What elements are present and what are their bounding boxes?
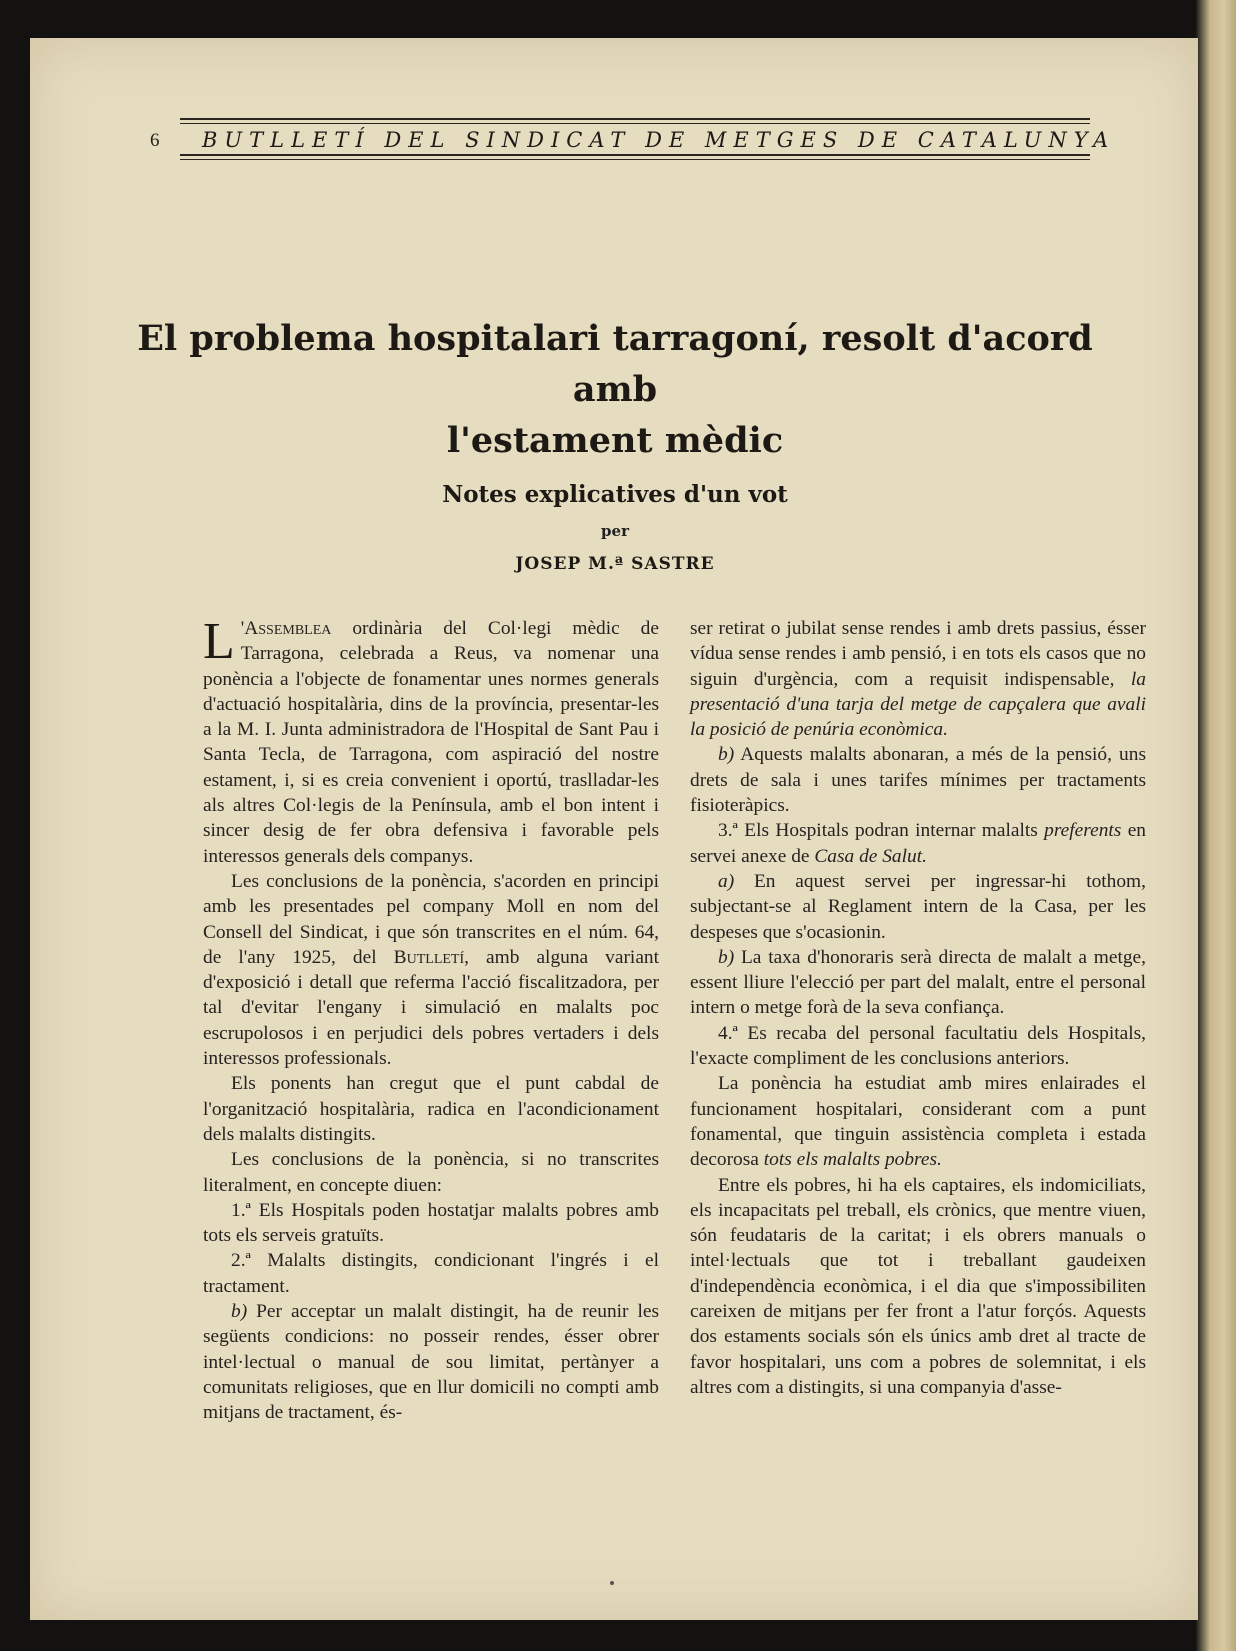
paragraph-text: en servei anexe de — [690, 820, 1146, 867]
paragraph-text: La taxa d'honoraris serà directa de malalt a metge, essent lliure l'elecció per part del malalt, entre el personal intern o metge forà de la seva confiança. — [690, 946, 1146, 1019]
paragraph-text: Per acceptar un malalt distingit, ha de reunir les següents condicions: no posseir rendes, ésser obrer intel·lectual o manual de sou limitat, pertànyer a comunitats religioses, que en llur domicili no compti amb mitjans de tractament, és- — [203, 1301, 659, 1424]
byline-per: per — [601, 522, 629, 540]
article-title-line2: l'estament mèdic — [446, 420, 784, 461]
paragraph-text: ordinària del Col·legi mèdic de Tarragona, celebrada a Reus, va nomenar una ponència a l'objecte de fonamentar unes normes generals d'actuació hospitalària, dins de la província, presentar-les a la M. I. Junta administradora de l'Hospital de Sant Pau i Santa Tecla, de Tarragona, com aspiració del nostre estament, i, si es creia convenient i oportú, traslladar-les als altres Col·legis de la Península, amb el bon intent i sincer desig de fer obra defensiva i favorable pels interessos generals dels companys. — [203, 618, 659, 867]
paragraph — [203, 869, 659, 1071]
paragraph-text: Les conclusions de la ponència, s'acorden en principi amb les presentades pel company Moll en nom del Consell del Sindicat, i que són transcrites en el núm. 64, de l'any 1925, del — [203, 870, 659, 968]
journal-title: BUTLLETÍ DEL SINDICAT DE METGES DE CATALUNYA — [202, 128, 1116, 152]
paragraph — [690, 1071, 1146, 1172]
item-label: b) — [231, 1301, 248, 1323]
article-title-line1: El problema hospitalari tarragoní, resolt d'acord amb — [137, 318, 1093, 410]
paragraph — [203, 613, 659, 869]
item-label: b) — [718, 946, 735, 968]
italic-text: preferents — [1044, 820, 1122, 842]
item-label: b) — [718, 744, 735, 766]
paragraph: Les conclusions de la ponència, si no transcrites literalment, en concepte diuen: — [203, 1149, 659, 1196]
drop-cap: L — [203, 613, 235, 670]
paragraph-text: Aquests malalts abonaran, a més de la pensió, uns drets de sala i unes tarifes mínimes per tractaments fisioteràpics. — [690, 744, 1146, 817]
smallcaps-word: 'Assemblea — [240, 618, 332, 639]
paragraph — [690, 742, 1146, 818]
paragraph — [690, 616, 1146, 742]
adjacent-page-edge — [1196, 0, 1236, 1651]
document-page — [30, 38, 1198, 1620]
paragraph: 4.ª Es recaba del personal facultatiu dels Hospitals, l'exacte compliment de les conclusions anteriors. — [690, 1022, 1146, 1070]
italic-text: la presentació d'una tarja del metge de capçalera que avali la posició de penúria econòmica. — [690, 668, 1146, 741]
paragraph-text: ser retirat o jubilat sense rendes i amb drets passius, ésser vídua sense rendes i amb pensió, i en tots els casos que no siguin d'urgència, com a requisit indispensable, — [690, 618, 1146, 690]
smallcaps-word: Butlletí — [393, 946, 465, 968]
paragraph — [203, 1299, 659, 1425]
paragraph — [690, 869, 1146, 945]
paragraph — [690, 818, 1146, 869]
item-label: a) — [718, 870, 735, 892]
paragraph: Els ponents han cregut que el punt cabdal de l'organització hospitalària, radica en l'acondicionament dels malalts distingits. — [203, 1073, 659, 1145]
paragraph-text: La ponència ha estudiat amb mires enlairades el funcionament hospitalari, considerant com a punt fonamental, que tinguin assistència completa i estada decorosa — [690, 1073, 1146, 1171]
header-rule — [180, 159, 1090, 160]
ink-dot — [610, 1581, 614, 1585]
header-rule — [180, 154, 1090, 156]
article-subtitle: Notes explicatives d'un vot — [442, 481, 788, 508]
running-header — [150, 110, 1116, 168]
italic-text: tots els malalts pobres. — [763, 1149, 942, 1171]
paragraph-text: , amb alguna variant d'exposició i detall que referma l'acció fiscalitzadora, per tal d'evitar l'engany i simulació en malalts poc escrupolosos i en perjudici dels pobres vertaders i dels interessos professionals. — [203, 946, 660, 1070]
header-rule — [180, 123, 1090, 124]
article-title — [110, 313, 1120, 466]
left-column — [203, 613, 660, 1501]
paragraph — [690, 945, 1146, 1021]
article-author: JOSEP M.ª SASTRE — [515, 554, 715, 574]
page-number: 6 — [150, 130, 160, 151]
right-column — [690, 616, 1146, 1501]
paragraph: 1.ª Els Hospitals poden hostatjar malalts pobres amb tots els serveis gratuïts. — [203, 1199, 659, 1247]
paragraph: Entre els pobres, hi ha els captaires, els indomiciliats, els incapacitats pel treball, els crònics, que mentre viuen, són feudataris de la caritat; i els obrers manuals o intel·lectuals que tot i treballant gaudeixen d'independència econòmica, i el dia que s'impossibiliten careixen de mitjans per fer front a l'atur forçós. Aquests dos estaments socials són els únics amb dret al tracte de favor hospitalari, uns com a pobres de solemnitat, i els altres com a distingits, si una companyia d'asse- — [690, 1174, 1146, 1398]
italic-text: Casa de Salut. — [814, 845, 927, 867]
header-rule — [180, 118, 1090, 120]
paragraph-text: En aquest servei per ingressar-hi tothom, subjectant-se al Reglament intern de la Casa, per les despeses que s'ocasionin. — [690, 870, 1146, 943]
paragraph-text: 3.ª Els Hospitals podran internar malalts — [718, 820, 1045, 842]
paragraph: 2.ª Malalts distingits, condicionant l'ingrés i el tractament. — [203, 1250, 659, 1297]
